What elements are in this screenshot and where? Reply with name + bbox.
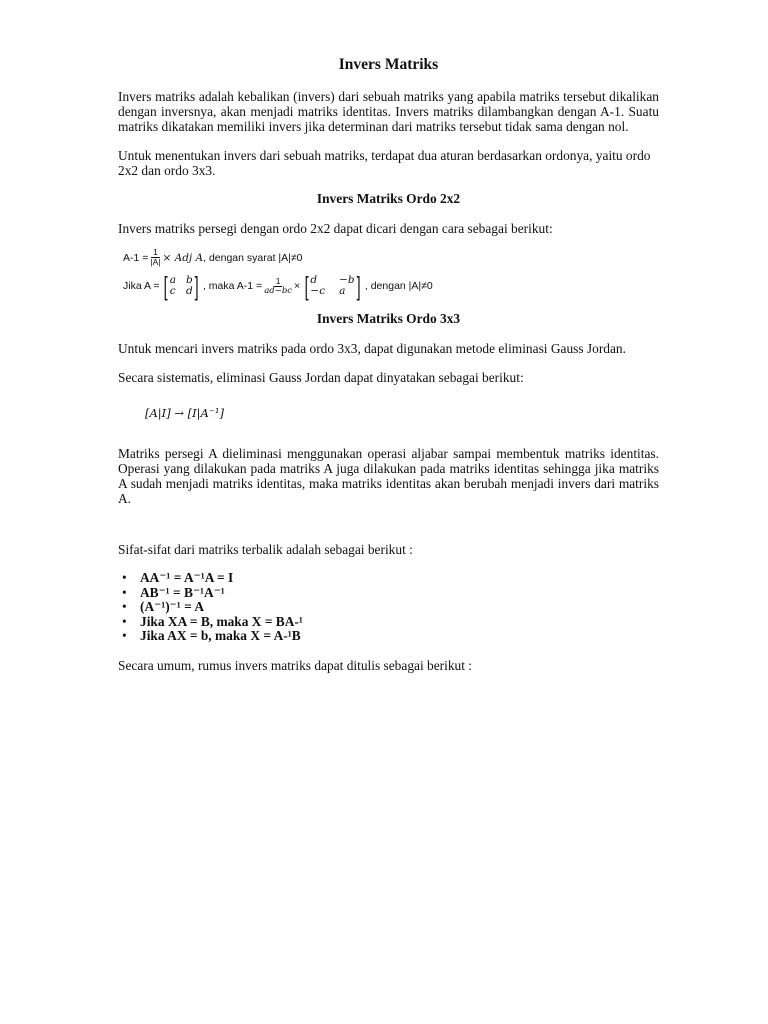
document-page [118, 56, 659, 673]
formula1-rhs: × Adj A [162, 251, 204, 264]
formula-gauss-jordan [145, 406, 659, 420]
list-item: • AB⁻¹ = B⁻¹A⁻¹ [140, 586, 659, 601]
text-3x3-method: Untuk mencari invers matriks pada ordo 3x3, dapat digunakan metode eliminasi Gauss Jordan. [118, 341, 626, 356]
properties-intro: Sifat-sifat dari matriks terbalik adalah sebagai berikut : [118, 542, 413, 557]
list-item: • (A⁻¹)⁻¹ = A [140, 600, 659, 615]
formula2-mid: , maka A-1 = [202, 280, 263, 292]
text-3x3-systematic: Secara sistematis, eliminasi Gauss Jordan dapat dinyatakan sebagai berikut: [118, 370, 524, 385]
matrix-a-cell: b [185, 274, 193, 286]
ordo-intro-paragraph: Untuk menentukan invers dari sebuah matriks, terdapat dua aturan berdasarkan ordonya, yaitu ordo 2x2 dan ordo 3x3. [118, 148, 651, 178]
matrix-adj-cell: −c [310, 285, 326, 297]
page-title: Invers Matriks [338, 56, 439, 73]
formula-inverse-2x2 [123, 271, 659, 301]
matrix-adj-cell: −b [339, 274, 355, 286]
matrix-a-cell: a [169, 274, 176, 286]
formula2-prefix: Jika A = [123, 280, 160, 292]
matrix-a-cell: c [169, 285, 176, 297]
formula2-times: × [294, 280, 301, 292]
heading-2x2: Invers Matriks Ordo 2x2 [316, 191, 461, 206]
closing-paragraph: Secara umum, rumus invers matriks dapat ditulis sebagai berikut : [118, 657, 473, 673]
formula1-frac-num: 1 [153, 247, 158, 257]
formula1-frac-den: |A| [150, 257, 161, 267]
formula1-cond: , dengan syarat |A|≠0 [203, 251, 303, 264]
list-item: • Jika XA = B, maka X = BA-¹ [140, 615, 659, 630]
list-item: • Jika AX = b, maka X = A-¹B [140, 629, 659, 644]
list-item: • AA⁻¹ = A⁻¹A = I [140, 571, 659, 586]
formula1-lhs: A-1 = [123, 251, 149, 264]
formula2-fraction [264, 277, 292, 296]
formula2-frac-den: ad−bc [264, 285, 293, 296]
formula1-fraction [150, 248, 160, 267]
properties-list [118, 571, 659, 644]
matrix-adj-cell: a [339, 285, 346, 297]
formula2-cond: , dengan |A|≠0 [364, 280, 433, 292]
formula-inverse-adj [123, 248, 659, 267]
heading-3x3: Invers Matriks Ordo 3x3 [316, 311, 461, 326]
text-2x2: Invers matriks persegi dengan ordo 2x2 dapat dicari dengan cara sebagai berikut: [118, 221, 553, 236]
gauss-jordan-expression: [A|I] → [I|A⁻¹] [145, 406, 225, 420]
text-3x3-explanation: Matriks persegi A dieliminasi menggunakan operasi aljabar sampai membentuk matriks identitas. Operasi yang dilakukan pada matriks A juga dilakukan pada matriks identitas sehingga jika matriks A sudah menjadi matriks identitas, maka matriks identitas akan berubah menjadi invers dari matriks A. [118, 446, 659, 506]
matrix-a-cell: d [185, 285, 193, 297]
matrix-adj: [ d −b −c a ] [304, 271, 361, 301]
formula2-frac-num: 1 [275, 275, 281, 286]
intro-paragraph: Invers matriks adalah kebalikan (invers) dari sebuah matriks yang apabila matriks tersebut dikalikan dengan inversnya, akan menjadi matriks identitas. Invers matriks dilambangkan dengan A-1. Suatu matriks dikatakan memiliki invers jika determinan dari matriks tersebut tidak sama dengan nol. [118, 89, 659, 134]
matrix-adj-cell: d [310, 274, 318, 286]
matrix-a: [ a b c d ] [164, 271, 199, 301]
